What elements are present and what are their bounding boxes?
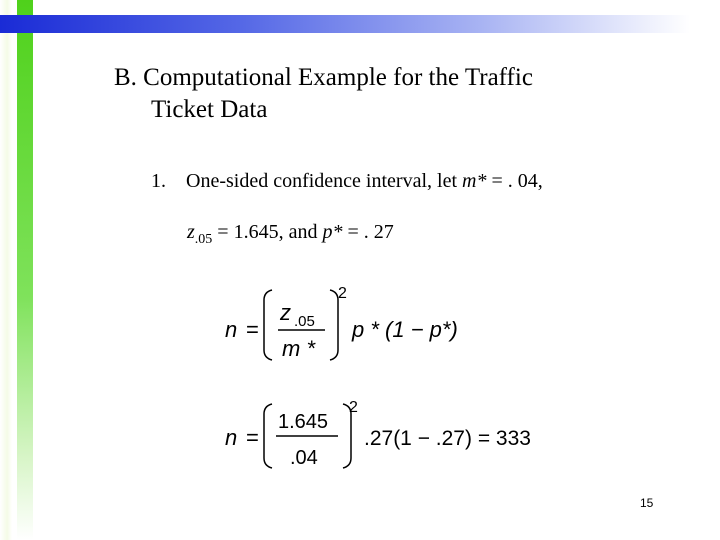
formula2-left-paren	[264, 404, 272, 468]
blue-top-bar	[0, 15, 690, 33]
item-var-m: m*	[462, 170, 487, 192]
line2-text-b: = . 27	[342, 221, 394, 243]
formula1-eq: =	[246, 317, 259, 342]
formula1-num-sub: .05	[294, 313, 315, 330]
line2-var-p: p*	[322, 221, 343, 243]
slide-title	[114, 62, 533, 126]
item-text-a: One-sided confidence interval, let	[186, 170, 462, 192]
slide-title-line1: B. Computational Example for the Traffic	[114, 64, 533, 91]
left-decor-bar	[0, 0, 12, 540]
formula1-exponent: 2	[338, 285, 347, 302]
slide-title-line2: Ticket Data	[151, 96, 268, 123]
list-item-number: 1.	[151, 170, 166, 192]
formula2-numerator: 1.645	[278, 411, 329, 433]
formula2-eq: =	[246, 425, 259, 450]
green-vertical-stripe	[17, 0, 33, 540]
formula1-right-paren	[330, 290, 338, 360]
formula2-svg	[222, 398, 552, 478]
formula1-left-paren	[264, 290, 272, 360]
formula1-lhs: n	[225, 317, 238, 342]
formula2-exponent: 2	[349, 399, 358, 416]
list-item-1	[151, 167, 543, 195]
formula1-svg	[222, 280, 502, 370]
z-symbol: z	[187, 221, 195, 243]
formula2-lhs: n	[225, 425, 238, 450]
formula-sample-size-general	[222, 280, 502, 375]
formula-sample-size-numeric	[222, 398, 552, 483]
formula2-rest: .27(1 − .27) = 333	[364, 427, 531, 450]
list-item-1-continued	[187, 218, 394, 254]
page-number: 15	[640, 496, 654, 510]
formula1-factor: p * (1 − p*)	[352, 317, 458, 342]
formula1-num-var: z	[280, 300, 291, 325]
item-text-b: = . 04,	[486, 170, 543, 192]
z-subscript: .05	[194, 232, 213, 247]
formula1-denominator: m *	[282, 336, 315, 361]
formula2-denominator: .04	[290, 447, 318, 469]
line2-text-a: = 1.645, and	[212, 221, 323, 243]
